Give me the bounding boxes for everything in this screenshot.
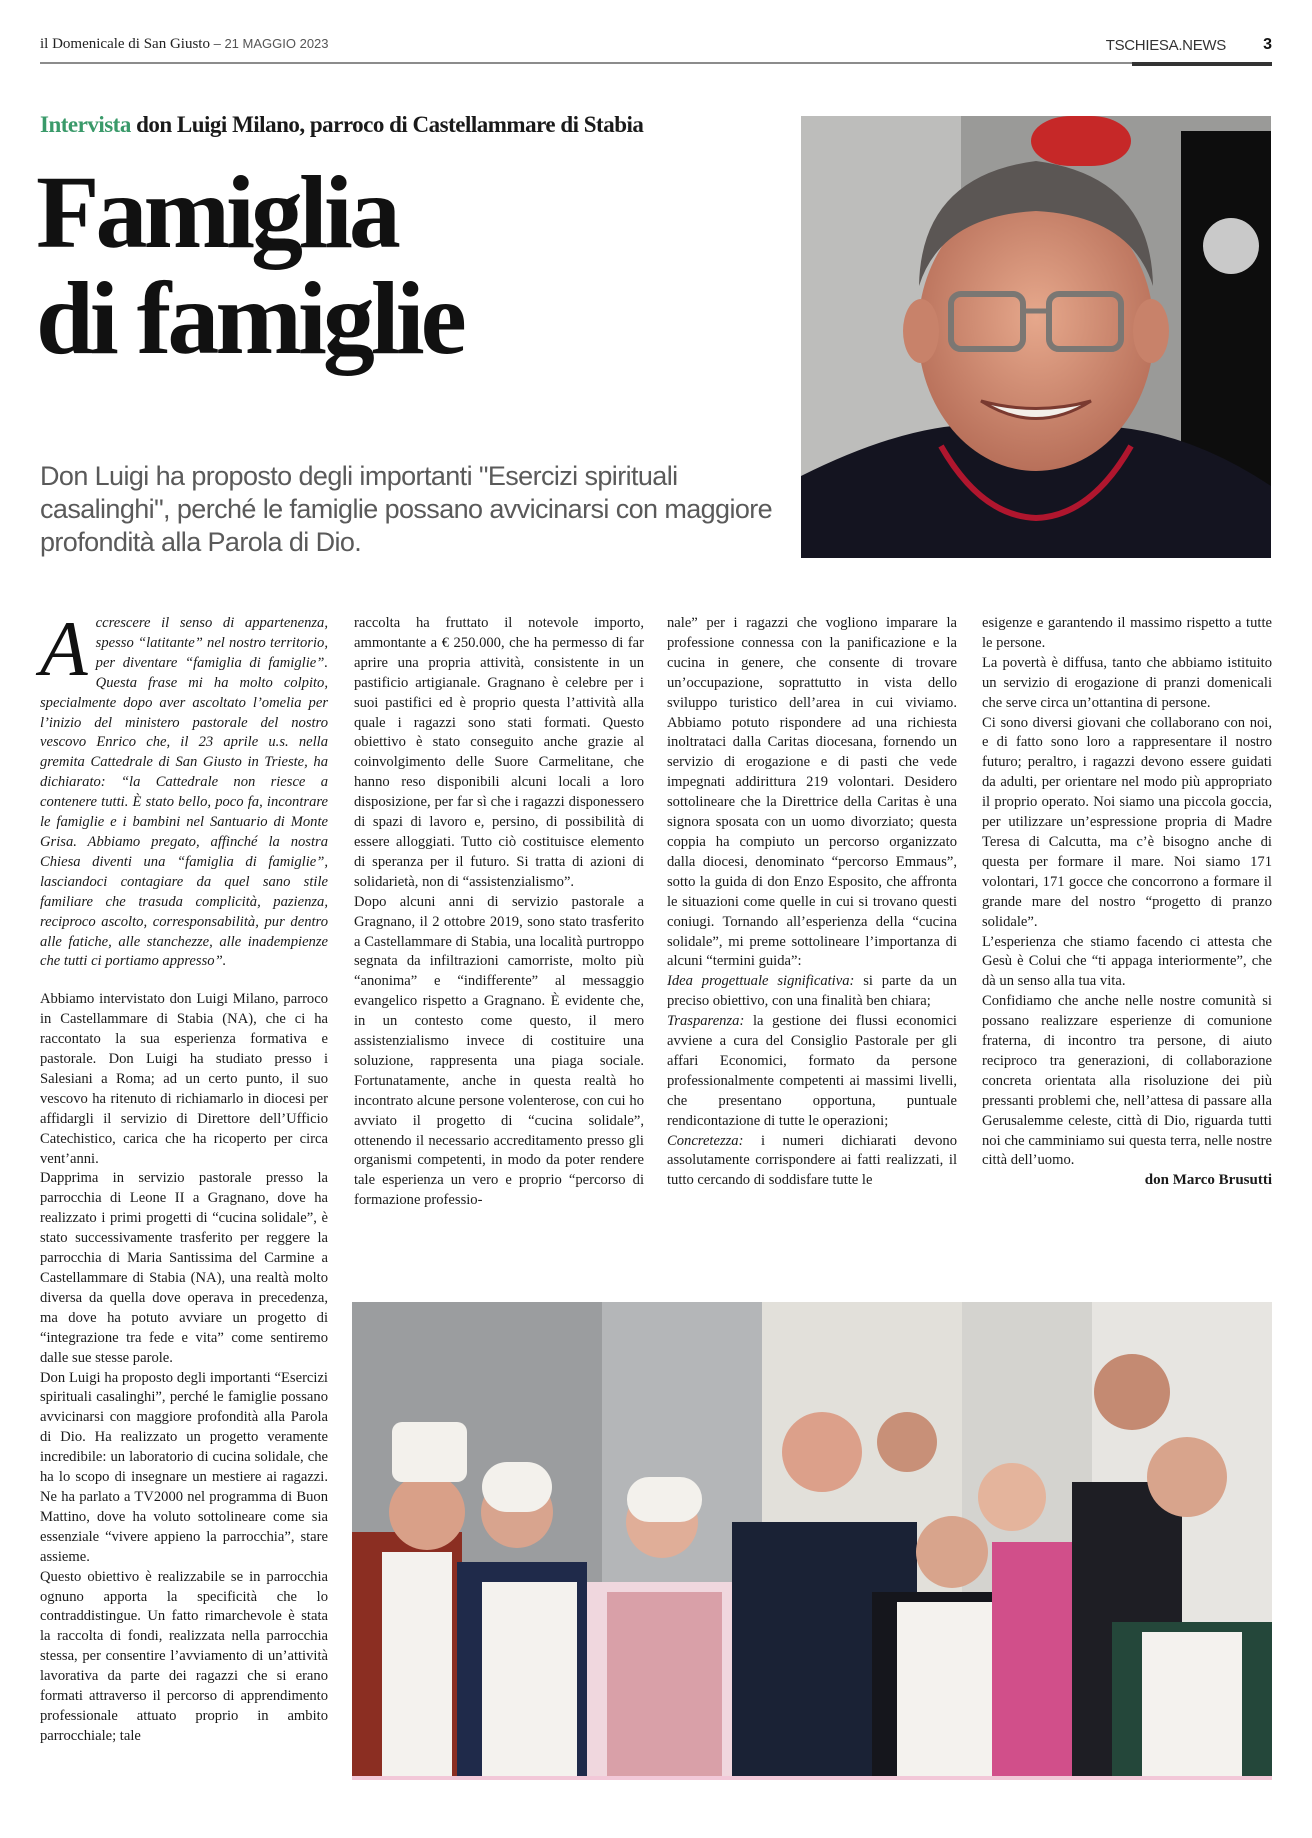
article-column-4 [982, 614, 1272, 1191]
paragraph: Dapprima in servizio pastorale presso la parrocchia di Leone II a Gragnano, dove ha realizzato i primi progetti di “cucina solidale”, è stato successivamente trasferito per reggere la parrocchia di Maria Santissima del Carmine a Castellammare di Stabia (NA), una realtà molto diversa da quella dove operava in precedenza, ma dove ha potuto avviare un progetto di “integrazione tra fede e vita” come sentiremo dalle sue stesse parole. [40, 1170, 328, 1366]
paragraph: Abbiamo intervistato don Luigi Milano, parroco in Castellammare di Stabia (NA), che ci ha raccontato la sua esperienza formativa e pastorale. Don Luigi ha studiato presso i Salesiani a Roma; ad un certo punto, il suo vescovo ha ritenuto di richiamarlo in diocesi per affidargli il servizio di Direttore dell’Ufficio Catechistico, carica che ha ricoperto per circa vent’anni. [40, 991, 328, 1167]
term-label: Idea progettuale significativa: [667, 973, 855, 990]
paragraph: Dopo alcuni anni di servizio pastorale a Gragnano, il 2 ottobre 2019, sono stato trasferito a Castellammare di Stabia, una località purtroppo segnata da infiltrazioni camorriste, molto più “anonima” e “indifferente” al messaggio evangelico rispetto a Gragnano. È evidente che, in un contesto come questo, il mero assistenzialismo invece di costituire una soluzione, rappresenta una piaga sociale. Fortunatamente, anche in questa realtà ho incontrato alcune persone volenterose, con cui ho avviato il progetto di “cucina solidale”, ottenendo il necessario accreditamento presso gli organismi competenti, in modo da poter rendere tale esperienza un vero e proprio “percorso di formazione professio- [354, 893, 644, 1209]
running-header [40, 36, 1272, 64]
guiding-term: Concretezza: i numeri dichiarati devono assolutamente corrispondere ai fatti realizzati, il tutto cercando di soddisfare tutte le [667, 1132, 957, 1189]
guiding-term: Idea progettuale significativa: si parte da un preciso obiettivo, con una finalità ben chiara; [667, 973, 957, 1010]
page-title [36, 155, 756, 376]
paragraph: Ci sono diversi giovani che collaborano con noi, e di fatto sono loro a rappresentare il nostro futuro; peraltro, i ragazzi devono essere guidati da adulti, per orientare nel modo più appropriato il proprio operato. Noi siamo una piccola goccia, per utilizzare un’espressione propria di Madre Teresa di Calcutta, ma c’è bisogno anche di questa per formare il mare. Noi siamo 171 volontari, 171 gocce che concorrono a formare il grande mare del nostro “progetto di pranzo solidale”. [982, 714, 1272, 930]
headline-line-1: Famiglia [36, 155, 397, 270]
guiding-term: Trasparenza: la gestione dei flussi economici avviene a cura del Consiglio Pastorale per gli affari Economici, formato da persone professionalmente competenti ai massimi livelli, che presentano opportuna, puntuale rendicontazione di tutte le operazioni; [667, 1013, 957, 1129]
article-column-1 [40, 605, 328, 1747]
header-divider-accent [1132, 62, 1272, 66]
group-photo-icon [352, 1302, 1272, 1776]
paragraph: Questo obiettivo è realizzabile se in parrocchia ognuno apporta la specificità che lo contraddistingue. Un fatto rimarchevole è stata la raccolta di fondi, realizzata nella parrocchia stessa, per consentire l’avviamento di un’attività lavorativa da parte dei ragazzi che si erano formati attraverso il percorso di apprendimento professionale attuato proprio in ambito parrocchiale; tale [40, 1568, 328, 1744]
article-column-3 [667, 614, 957, 1191]
portrait-photo [801, 116, 1271, 558]
kicker-label: Intervista [40, 112, 131, 137]
page-number: 3 [1263, 36, 1272, 53]
paragraph: esigenze e garantendo il massimo rispetto a tutte le persone. [982, 615, 1272, 651]
article-kicker [40, 112, 643, 138]
term-label: Trasparenza: [667, 1013, 745, 1030]
paragraph: raccolta ha fruttato il notevole importo, ammontante a € 250.000, che ha permesso di far aprire una propria attività, consistente in un pastificio artigianale. Gragnano è celebre per i suoi pastifici ed è proprio questa l’attività alla quale i ragazzi sono stati formati. Questo obiettivo è stato conseguito anche grazie al coinvolgimento delle Suore Carmelitane, che hanno reso disponibili alcuni locali a loro disposizione, per far sì che i ragazzi disponessero di spazi di lavoro e, persino, di possibilità di essere alloggiati. Tutto ciò costituisce elemento di speranza per il futuro. Si tratta di azioni di solidarietà, non di “assistenzialismo”. [354, 615, 644, 890]
author-byline: don Marco Brusutti [1144, 1172, 1272, 1189]
header-divider [40, 62, 1272, 64]
drop-cap: A [40, 605, 88, 692]
term-label: Concretezza: [667, 1132, 744, 1149]
lead-paragraph: Accrescere il senso di appartenenza, spesso “latitante” nel nostro territorio, per diventare “famiglia di famiglie”. Questa frase mi ha molto colpito, specialmente dopo aver ascoltato l’omelia per l’inizio del ministero pastorale del nostro vescovo Enrico che, il 23 aprile u.s. nella gremita Cattedrale di San Giusto in Trieste, ha dichiarato: “la Cattedrale non riesce a contenere tutti. È stato bello, poco fa, incontrare le famiglie e i bambini nel Santuario di Monte Grisa. Abbiamo pregato, affinché la nostra Chiesa diventi una “famiglia di famiglie”, lasciandoci contagiare da quel sano stile familiare che trasuda complicità, pazienza, reciproco ascolto, corresponsabilità, pur dentro alle fatiche, alle stanchezze, alle inadempienze che tutti ci portiamo appresso”. [40, 605, 328, 970]
paragraph: Don Luigi ha proposto degli importanti “Esercizi spirituali casalinghi”, perché le famiglie possano avvicinarsi con maggiore profondità alla Parola di Dio. Ha realizzato un progetto veramente incredibile: un laboratorio di cucina solidale, che ha lo scopo di insegnare un mestiere ai ragazzi. Ne ha parlato a TV2000 nel programma di Buon Mattino, dove ha voluto sottolineare come sia essenziale “vivere appieno la parrocchia”, stare assieme. [40, 1369, 328, 1565]
headline-line-2: di famiglie [36, 261, 463, 376]
paragraph: nale” per i ragazzi che vogliono imparare la professione connessa con la panificazione e la cucina in genere, che consente di trovare un’occupazione, soprattutto in vista dello sviluppo turistico dell’area in cui viviamo. Abbiamo potuto rispondere ad una richiesta inoltrataci dalla Caritas diocesana, fornendo un servizio di erogazione e di pasti che vede impegnati addirittura 219 volontari. Desidero sottolineare che la Direttrice della Caritas è una signora sposata con un uomo divorziato; questa coppia ha compiuto un percorso organizzato dalla diocesi, denominato “percorso Emmaus”, sotto la guida di don Enzo Esposito, che affronta le situazioni come quelle in cui si trovano questi coniugi. Tornando all’esperienza della “cucina solidale”, mi preme sottolineare l’importanza di alcuni “termini guida”: [667, 615, 957, 970]
publication-name: il Domenicale di San Giusto – 21 MAGGIO 2023 [40, 36, 329, 52]
site-name: TSCHIESA.NEWS [1105, 37, 1226, 54]
portrait-photo-icon [801, 116, 1271, 558]
paragraph: L’esperienza che stiamo facendo ci attesta che Gesù è Colui che “ti appaga interiormente”, che dà un senso alla tua vita. [982, 933, 1272, 990]
kicker-text: don Luigi Milano, parroco di Castellammare di Stabia [130, 112, 644, 137]
issue-date: – 21 MAGGIO 2023 [209, 36, 329, 51]
group-photo [352, 1302, 1272, 1780]
article-column-2 [354, 614, 644, 1211]
paragraph: Confidiamo che anche nelle nostre comunità si possano realizzare esperienze di comunione fraterna, di incontro tra persone, di aiuto reciproco tra generazioni, di collaborazione concreta orientata alla risoluzione dei più pressanti problemi che, nell’attesa di passare alla Gerusalemme celeste, città di Dio, riguarda tutti noi che camminiamo sui questa terra, nelle nostre città dell’uomo. [982, 993, 1272, 1169]
paragraph: La povertà è diffusa, tanto che abbiamo istituito un servizio di erogazione di pranzi domenicali che serve circa un’ottantina di persone. [982, 654, 1272, 711]
standfirst: Don Luigi ha proposto degli importanti "Esercizi spirituali casalinghi", perché le famiglie possano avvicinarsi con maggiore profondità alla Parola di Dio. [40, 461, 773, 557]
